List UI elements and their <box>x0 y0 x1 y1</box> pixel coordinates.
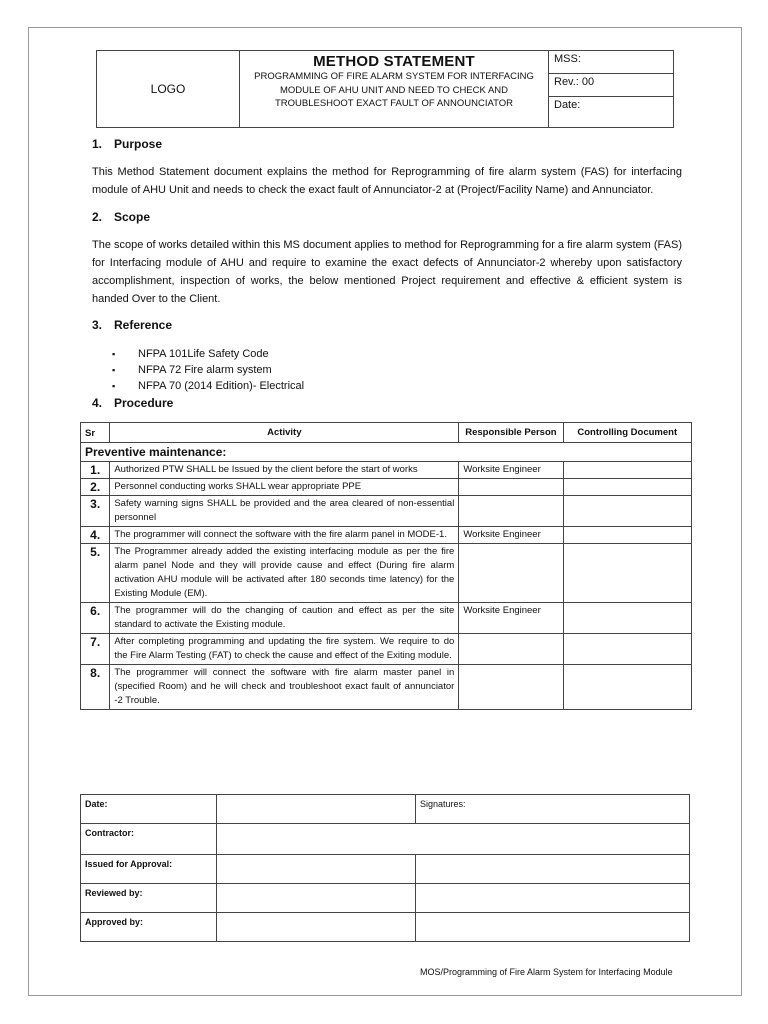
row-responsible: Worksite Engineer <box>459 603 563 634</box>
row-number: 3. <box>81 496 110 527</box>
contractor-label: Contractor: <box>81 824 217 855</box>
row-responsible <box>459 665 563 710</box>
reviewed-name-cell <box>217 884 416 913</box>
reviewed-by-label: Reviewed by: <box>81 884 217 913</box>
table-header-row <box>81 423 692 443</box>
signature-table <box>80 794 690 942</box>
column-header-activity: Activity <box>110 423 459 443</box>
row-document <box>563 603 692 634</box>
date-field: Date: <box>549 97 674 128</box>
row-activity: Authorized PTW SHALL be Issued by the client before the start of works <box>110 462 459 479</box>
row-activity: The programmer will connect the software with fire alarm master panel in (specified Room) and he will check and troubleshoot exact fault of annunciator -2 Trouble. <box>110 665 459 710</box>
row-responsible <box>459 544 563 603</box>
reference-item: ▪ NFPA 101Life Safety Code <box>112 346 304 362</box>
row-number: 6. <box>81 603 110 634</box>
column-header-document: Controlling Document <box>563 423 692 443</box>
table-row <box>81 544 692 603</box>
scope-text: The scope of works detailed within this MS document applies to method for Reprogramming for a fire alarm system (FAS) for Interfacing module of AHU and require to examine the exact defects of Annunciator-2 whereby upon satisfactory accomplishment, inspection of works, the below mentioned Project requirement and effective & efficient system is handed Over to the Client. <box>92 239 682 305</box>
section-number: 2. <box>92 210 103 224</box>
row-responsible <box>459 496 563 527</box>
header-title-cell <box>240 51 549 128</box>
table-row <box>81 527 692 544</box>
section-title: Reference <box>114 318 173 332</box>
document-subtitle-line-1: PROGRAMMING OF FIRE ALARM SYSTEM FOR INTERFACING <box>254 71 534 82</box>
row-number: 1. <box>81 462 110 479</box>
row-number: 2. <box>81 479 110 496</box>
row-document <box>563 665 692 710</box>
issued-name-cell <box>217 855 416 884</box>
row-number: 5. <box>81 544 110 603</box>
column-header-responsible: Responsible Person <box>459 423 563 443</box>
section-heading-reference <box>92 318 172 332</box>
row-number: 8. <box>81 665 110 710</box>
column-header-sr: Sr <box>81 423 110 443</box>
page-footer: MOS/Programming of Fire Alarm System for Interfacing Module <box>420 967 673 977</box>
row-document <box>563 634 692 665</box>
issued-for-approval-label: Issued for Approval: <box>81 855 217 884</box>
document-title: METHOD STATEMENT <box>313 53 475 70</box>
row-responsible: Worksite Engineer <box>459 527 563 544</box>
reviewed-signature-cell <box>416 884 690 913</box>
approved-name-cell <box>217 913 416 942</box>
section-title: Scope <box>114 210 151 224</box>
row-activity: Safety warning signs SHALL be provided and the area cleared of non-essential personnel <box>110 496 459 527</box>
reference-item: ▪ NFPA 72 Fire alarm system <box>112 362 304 378</box>
row-responsible <box>459 634 563 665</box>
row-document <box>563 527 692 544</box>
row-document <box>563 462 692 479</box>
row-document <box>563 496 692 527</box>
row-document <box>563 544 692 603</box>
procedure-table <box>80 422 692 710</box>
logo-placeholder: LOGO <box>97 51 240 128</box>
row-document <box>563 479 692 496</box>
table-row <box>81 634 692 665</box>
revision-field: Rev.: 00 <box>549 74 674 97</box>
reference-item: ▪ NFPA 70 (2014 Edition)- Electrical <box>112 378 304 394</box>
table-subheading-row <box>81 443 692 462</box>
row-activity: After completing programming and updating the fire system. We require to do the Fire Alarm Testing (FAT) to check the cause and effect of the Exiting module. <box>110 634 459 665</box>
row-number: 4. <box>81 527 110 544</box>
table-row <box>81 603 692 634</box>
table-row <box>81 479 692 496</box>
section-heading-procedure <box>92 396 173 410</box>
section-heading-scope <box>92 210 150 224</box>
table-row <box>81 665 692 710</box>
row-activity: The Programmer already added the existing interfacing module as per the fire alarm panel Node and they will provide cause and effect (During fire alarm activation AHU module will be activated after 180 seconds time latency) for the Existing Module (EM). <box>110 544 459 603</box>
row-number: 7. <box>81 634 110 665</box>
contractor-value-cell <box>217 824 690 855</box>
purpose-text: This Method Statement document explains the method for Reprogramming of fire alarm system (FAS) for interfacing module of AHU Unit and needs to check the exact fault of Annunciator-2 at (Project/Facility Name) and Annunciator. <box>92 166 682 196</box>
table-row <box>81 496 692 527</box>
section-number: 4. <box>92 396 103 410</box>
section-title: Procedure <box>114 396 174 410</box>
approved-by-label: Approved by: <box>81 913 217 942</box>
approved-signature-cell <box>416 913 690 942</box>
table-row <box>81 462 692 479</box>
document-subtitle-line-2: MODULE OF AHU UNIT AND NEED TO CHECK AND <box>279 84 509 96</box>
signatures-label: Signatures: <box>416 795 690 824</box>
issued-signature-cell <box>416 855 690 884</box>
document-header <box>96 50 674 128</box>
reference-list <box>112 346 304 394</box>
document-subtitle-line-3: TROUBLESHOOT EXACT FAULT OF ANNOUNCIATOR <box>274 98 514 109</box>
section-title: Purpose <box>114 137 163 151</box>
row-responsible: Worksite Engineer <box>459 462 563 479</box>
row-activity: Personnel conducting works SHALL wear appropriate PPE <box>110 479 459 496</box>
section-number: 1. <box>92 137 103 151</box>
date-label: Date: <box>81 795 217 824</box>
section-number: 3. <box>92 318 103 332</box>
row-responsible <box>459 479 563 496</box>
mss-field: MSS: <box>549 51 674 74</box>
preventive-maintenance-heading: Preventive maintenance: <box>81 443 692 462</box>
date-value-cell <box>217 795 416 824</box>
section-heading-purpose <box>92 137 162 151</box>
row-activity: The programmer will do the changing of caution and effect as per the site standard to activate the Existing module. <box>110 603 459 634</box>
row-activity: The programmer will connect the software with the fire alarm panel in MODE-1. <box>110 527 459 544</box>
